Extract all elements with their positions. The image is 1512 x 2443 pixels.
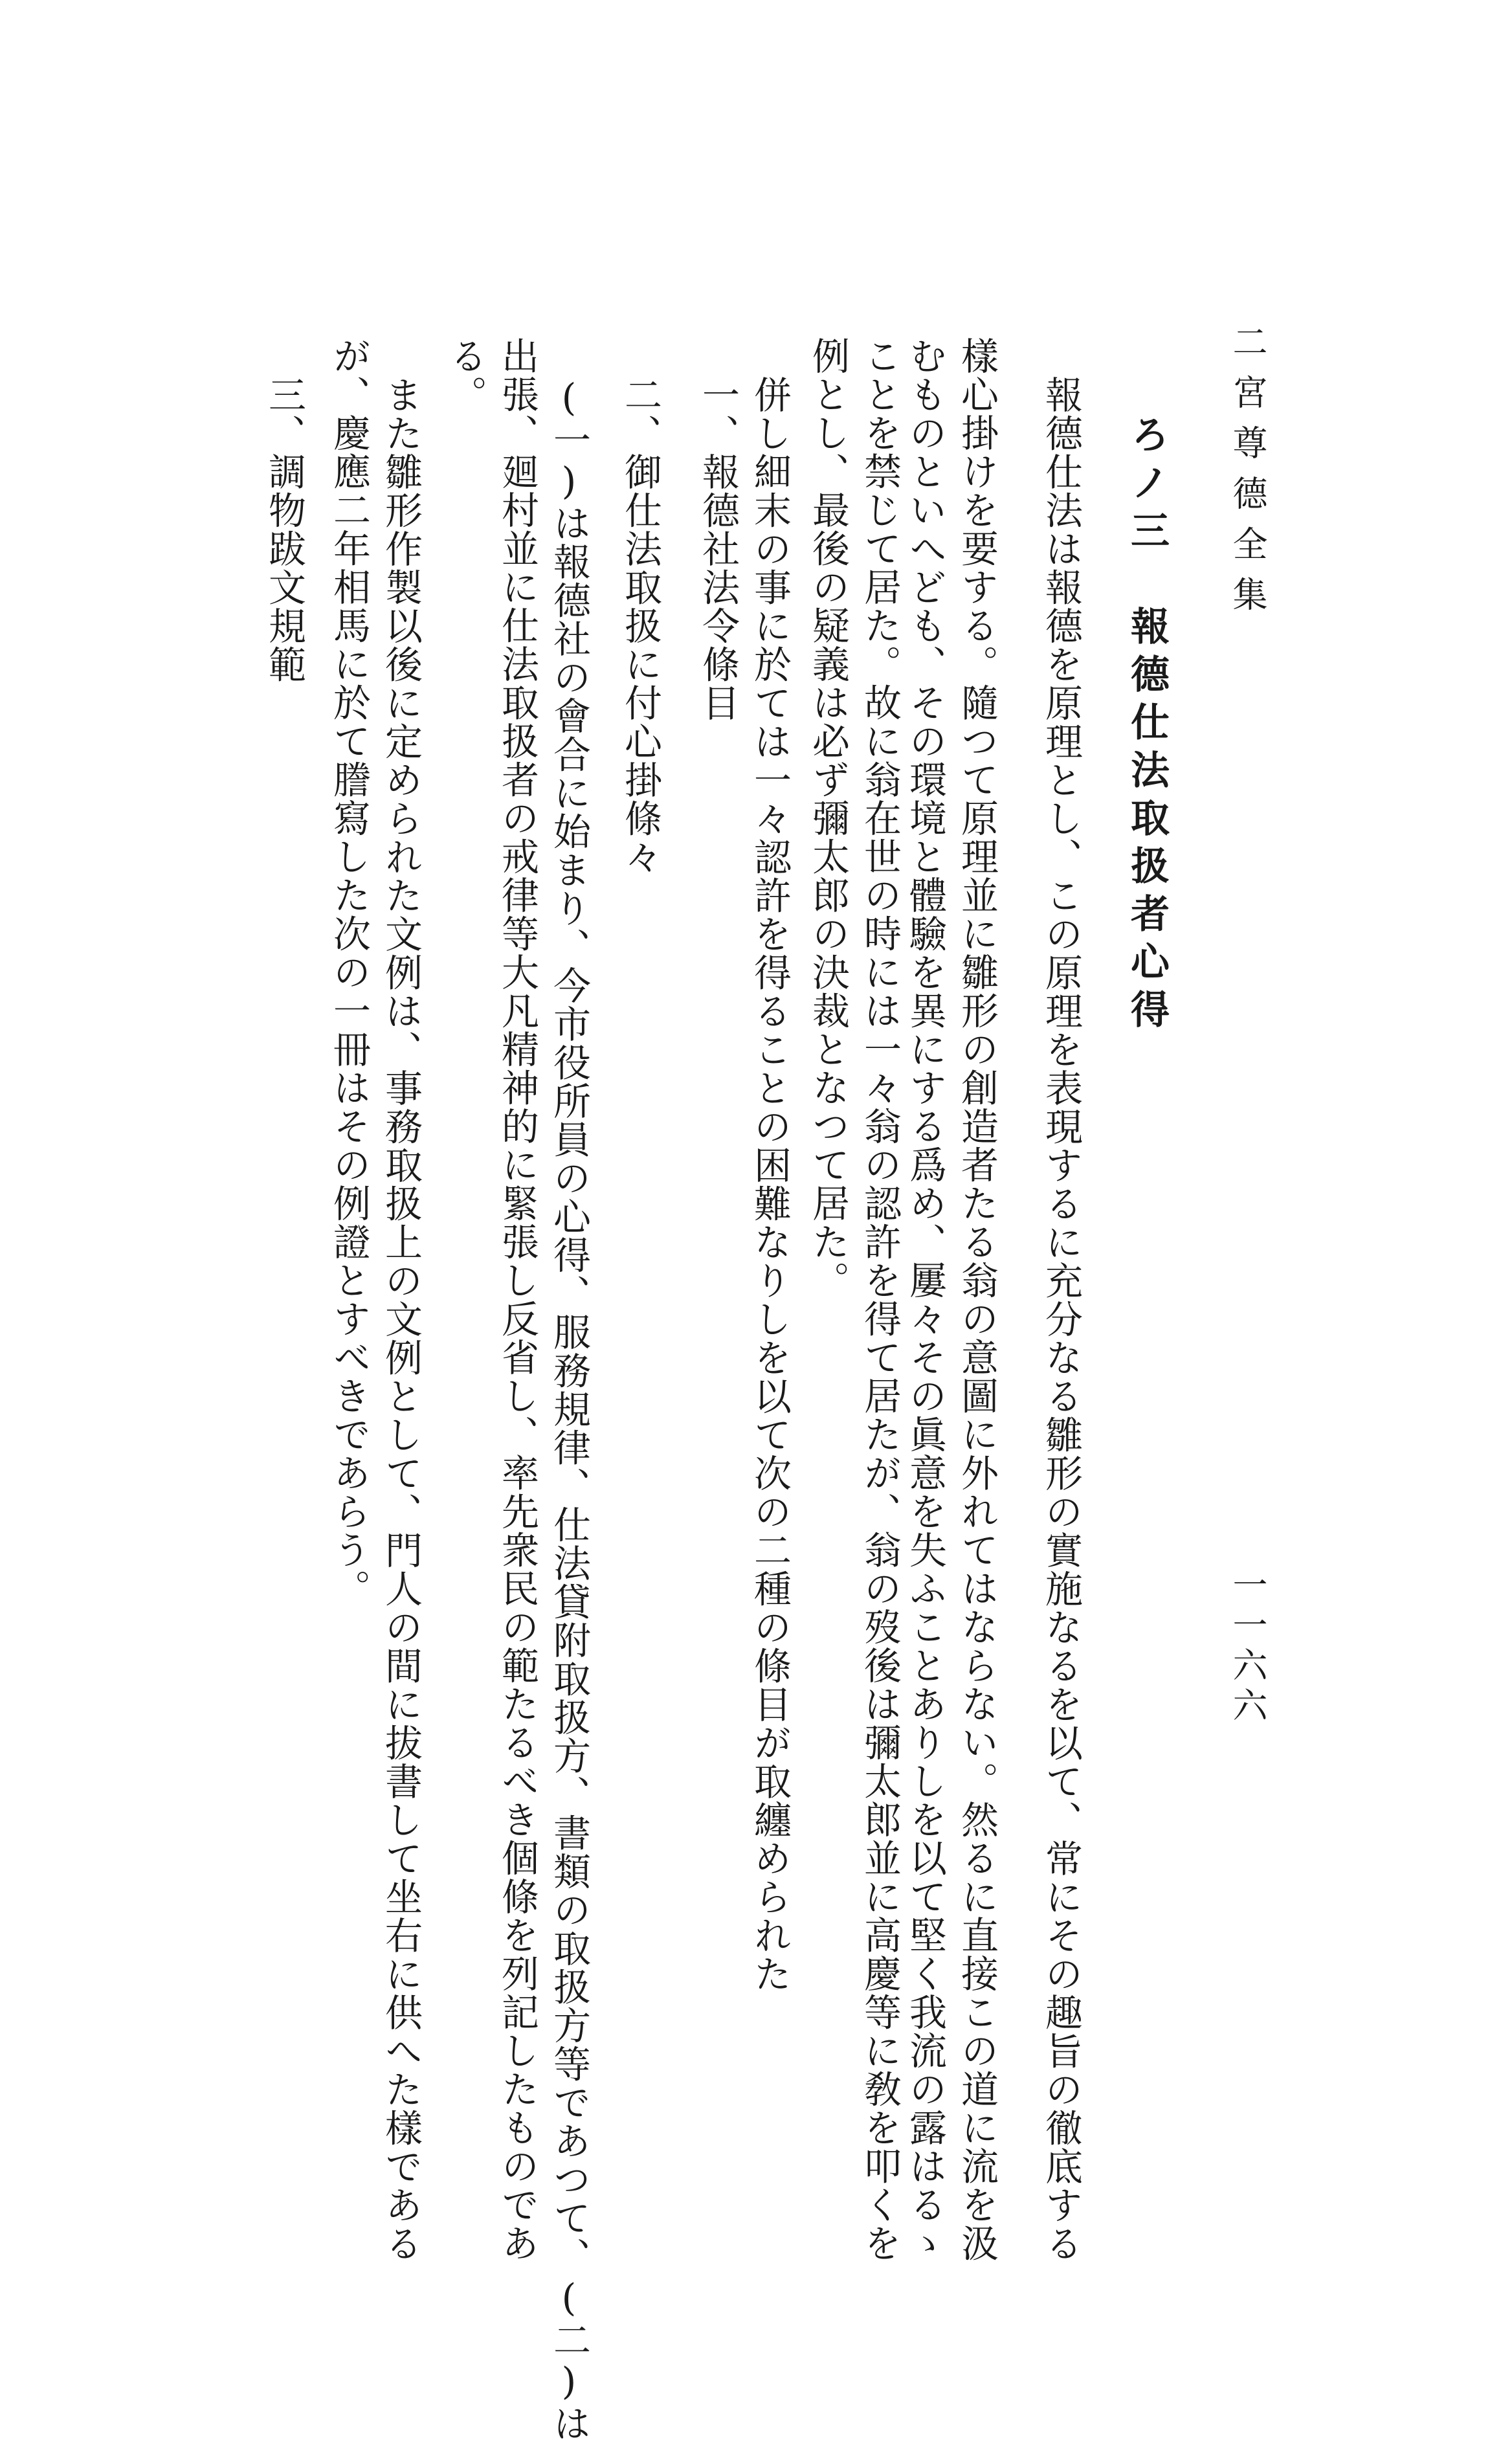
list-item: 三、調物跋文規範 [262,375,306,684]
body-line: 報德仕法は報德を原理とし、この原理を表現するに充分なる雛形の實施なるを以て、常にその趣旨の徹底する [1039,375,1083,2263]
body-line: る。 [443,337,487,414]
page-number: 一一六六 [1227,1567,1268,1727]
body-line: ことを禁じて居た。故に翁在世の時には一々翁の認許を得て居たが、翁の歿後は彌太郎並に高慶等に敎を叩くを [858,337,902,2262]
body-line: 樣心掛けを要する。隨つて原理並に雛形の創造者たる翁の意圖に外れてはならない。然るに直接この道に流を汲 [955,337,999,2262]
body-line: また雛形作製以後に定められた文例は、事務取扱上の文例として、門人の間に拔書して坐右に供へた樣である [379,375,423,2263]
list-item: 一、報德社法令條目 [696,375,740,722]
section-title: ろノ三 報德仕法取扱者心得 [1124,414,1170,1037]
body-line: (一)は報德社の會合に始まり、今市役所員の心得、服務規律、仕法貸附取扱方、書類の取扱方等であつて、(二)は [547,375,591,2443]
body-line: むものといへども、その環境と體驗を異にする爲め、屢々その眞意を失ふことありしを以て堅く我流の露はるゝ [903,337,947,2262]
body-line: が、慶應二年相馬に於て謄寫した次の一冊はその例證とすべきであらう。 [327,337,371,1608]
body-line: 併し細末の事に於ては一々認許を得ることの困難なりしを以て次の二種の條目が取纏められた [748,375,792,1993]
body-line: 例とし、最後の疑義は必ず彌太郎の決裁となつて居た。 [806,337,850,1300]
body-line: 出張、廻村並に仕法取扱者の戒律等大凡精神的に緊張し反省し、率先衆民の範たるべき個條を列記したものであ [495,337,539,2262]
list-item: 二、御仕法取扱に付心掛條々 [618,375,662,876]
running-title: 二宮尊德全集 [1227,324,1268,627]
